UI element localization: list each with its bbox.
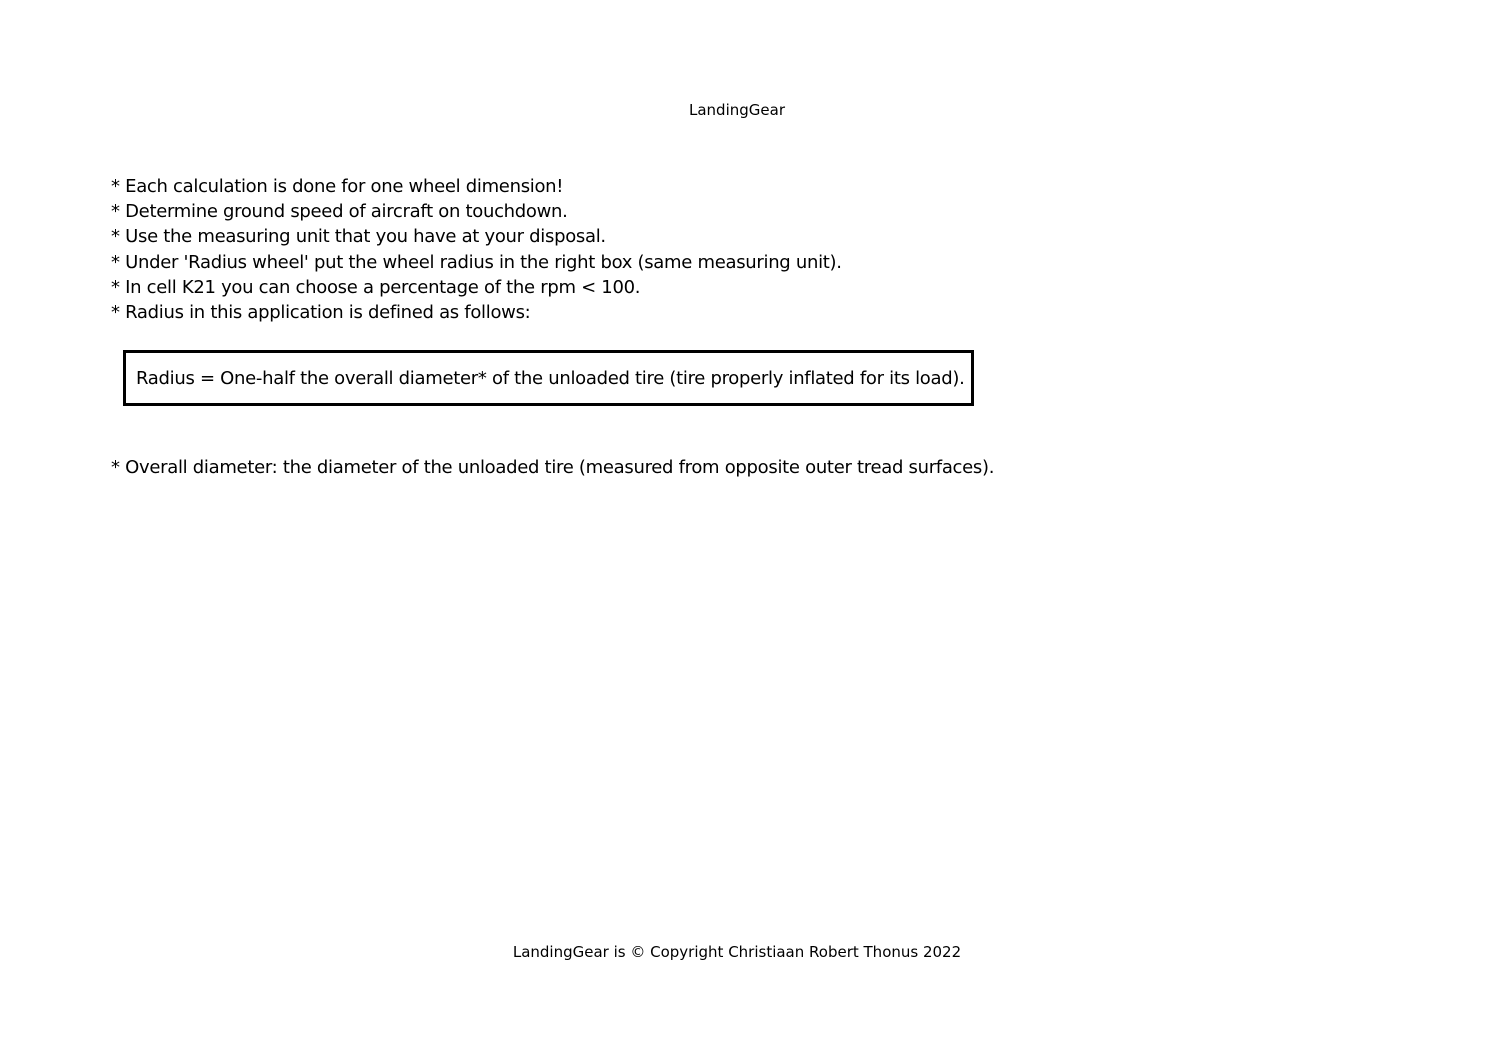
instruction-item: * Determine ground speed of aircraft on touchdown. [111, 201, 568, 223]
overall-diameter-footnote: * Overall diameter: the diameter of the unloaded tire (measured from opposite outer tread surfaces). [111, 457, 995, 478]
radius-definition-text: Radius = One-half the overall diameter* of the unloaded tire (tire properly inflated for its load). [136, 368, 965, 389]
instruction-item: * Under 'Radius wheel' put the wheel radius in the right box (same measuring unit). [111, 251, 842, 273]
copyright-footer: LandingGear is © Copyright Christiaan Robert Thonus 2022 [512, 943, 962, 961]
page-header-title: LandingGear [689, 101, 785, 119]
instruction-item: * Use the measuring unit that you have at your disposal. [111, 226, 606, 248]
instruction-item: * Radius in this application is defined as follows: [111, 302, 531, 324]
instruction-item: * In cell K21 you can choose a percentage of the rpm < 100. [111, 276, 641, 298]
instructions-list [111, 174, 842, 325]
radius-definition-box [123, 350, 974, 406]
instruction-item: * Each calculation is done for one wheel dimension! [111, 176, 564, 197]
